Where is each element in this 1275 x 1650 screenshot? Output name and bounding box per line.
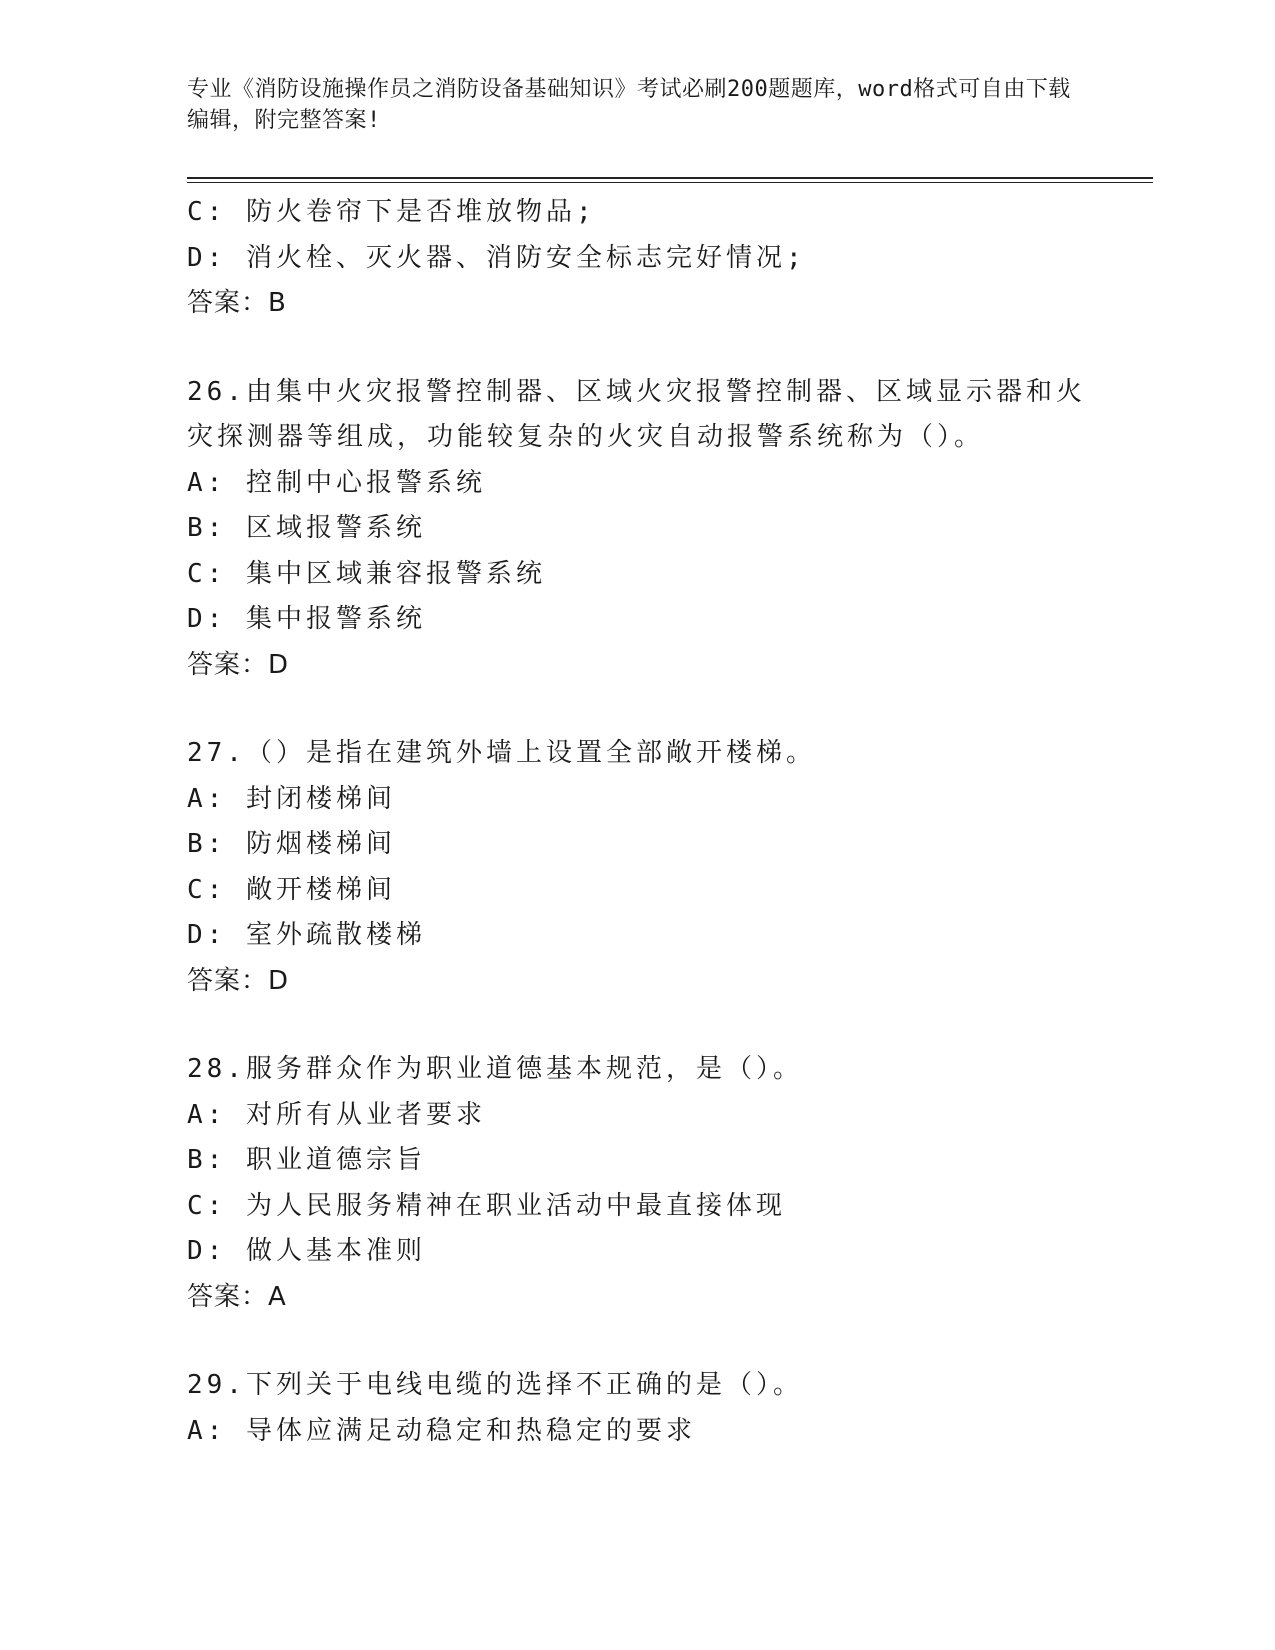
option-a: A: 对所有从业者要求 — [187, 1099, 486, 1130]
question-stem: 29.下列关于电线电缆的选择不正确的是（）。 — [187, 1370, 803, 1400]
option-c: C: 防火卷帘下是否堆放物品; — [187, 197, 596, 227]
option-d: D: 室外疏散楼梯 — [187, 920, 426, 950]
header-rule-thick — [187, 177, 1153, 179]
option-c: C: 为人民服务精神在职业活动中最直接体现 — [187, 1190, 786, 1221]
question-27 — [187, 731, 1087, 1004]
header-rule-thin — [187, 182, 1153, 183]
option-d: D: 消火栓、灭火器、消防安全标志完好情况; — [187, 242, 806, 273]
question-25-tail — [187, 190, 1087, 327]
answer-line: 答案：B — [187, 288, 287, 318]
option-d: D: 集中报警系统 — [187, 604, 426, 634]
answer-line: 答案：A — [187, 1281, 287, 1312]
option-b: B: 职业道德宗旨 — [187, 1145, 426, 1175]
question-26 — [187, 370, 1087, 689]
option-b: B: 防烟楼梯间 — [187, 829, 396, 859]
question-28 — [187, 1047, 1087, 1320]
question-29 — [187, 1363, 1087, 1454]
document-body — [187, 190, 1087, 1454]
question-stem: 27.（）是指在建筑外墙上设置全部敞开楼梯。 — [187, 738, 816, 768]
option-b: B: 区域报警系统 — [187, 513, 426, 543]
option-a: A: 控制中心报警系统 — [187, 467, 486, 498]
option-a: A: 封闭楼梯间 — [187, 783, 396, 814]
question-stem: 28.服务群众作为职业道德基本规范，是（）。 — [187, 1054, 803, 1084]
answer-line: 答案：D — [187, 965, 290, 996]
answer-line: 答案：D — [187, 649, 290, 680]
option-c: C: 敞开楼梯间 — [187, 874, 396, 905]
document-header: 专业《消防设施操作员之消防设备基础知识》考试必刷200题题库，word格式可自由下载编辑，附完整答案! — [187, 77, 1071, 133]
option-c: C: 集中区域兼容报警系统 — [187, 558, 546, 589]
option-d: D: 做人基本准则 — [187, 1236, 426, 1266]
question-stem: 26.由集中火灾报警控制器、区域火灾报警控制器、区域显示器和火灾探测器等组成，功能较复杂的火灾自动报警系统称为（）。 — [187, 376, 1086, 452]
option-a: A: 导体应满足动稳定和热稳定的要求 — [187, 1415, 696, 1446]
